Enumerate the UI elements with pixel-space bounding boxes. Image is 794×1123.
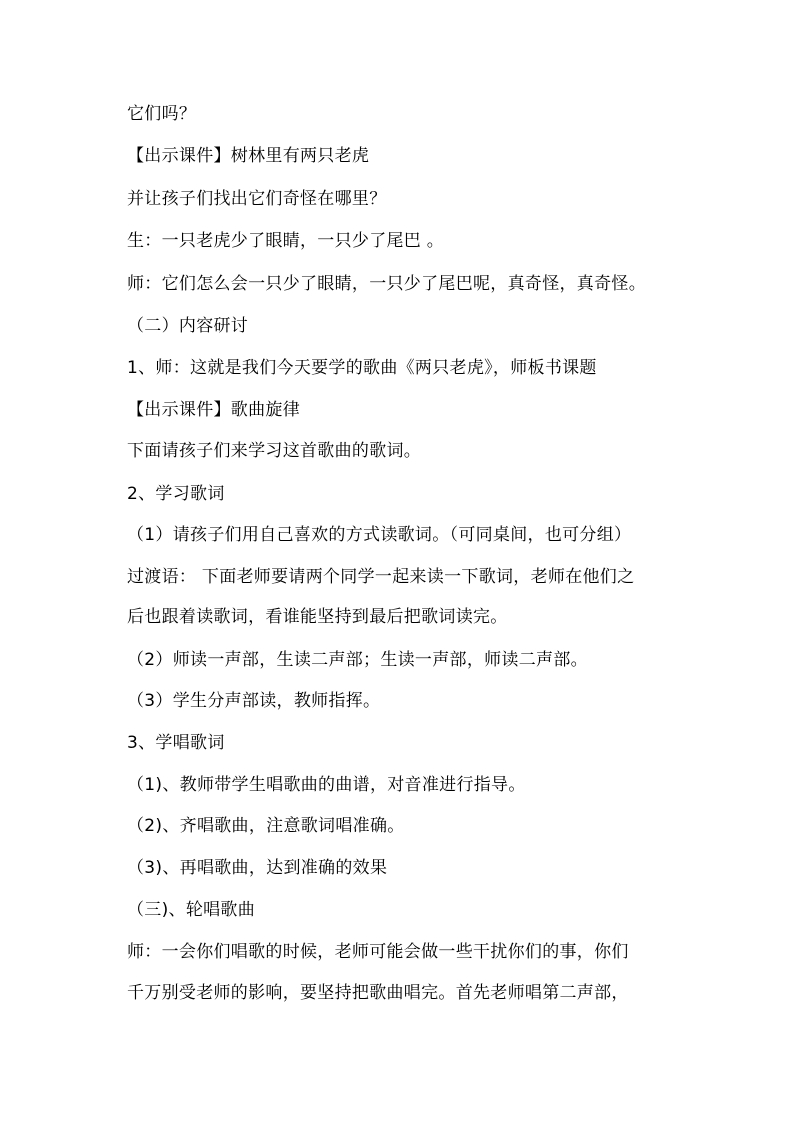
text-line-4: 生：一只老虎少了眼睛，一只少了尾巴 。: [127, 231, 445, 251]
text-line-21: 师：一会你们唱歌的时候，老师可能会做一些干扰你们的事，你们: [127, 942, 629, 962]
text-line-5: 师：它们怎么会一只少了眼睛，一只少了尾巴呢，真奇怪，真奇怪。: [127, 274, 646, 294]
text-line-1: 它们吗？: [127, 104, 197, 124]
text-line-17: （1)、教师带学生唱歌曲的曲谱，对音准进行指导。: [127, 775, 526, 795]
text-line-19: （3)、再唱歌曲，达到准确的效果: [127, 858, 388, 878]
text-line-18: （2)、齐唱歌曲，注意歌词唱准确。: [127, 816, 405, 836]
section-heading-round-singing: （三)、轮唱歌曲: [127, 900, 256, 920]
text-line-13: 后也跟着读歌词，看谁能坚持到最后把歌词读完。: [127, 607, 508, 627]
text-line-8: 【出示课件】歌曲旋律: [127, 400, 300, 420]
text-line-14: （2）师读一声部，生读二声部；生读一声部，师读二声部。: [127, 650, 588, 670]
text-line-3: 并让孩子们找出它们奇怪在哪里？: [127, 189, 387, 209]
text-line-2: 【出示课件】树林里有两只老虎: [127, 146, 370, 166]
text-line-9: 下面请孩子们来学习这首歌曲的歌词。: [127, 441, 422, 461]
text-line-11: （1）请孩子们用自己喜欢的方式读歌词。（可同桌间，也可分组）: [127, 525, 632, 545]
subheading-learn-singing: 3、学唱歌词: [127, 733, 225, 753]
text-line-22: 千万别受老师的影响，要坚持把歌曲唱完。首先老师唱第二声部，: [127, 983, 629, 1003]
subheading-learn-lyrics: 2、学习歌词: [127, 484, 225, 504]
text-line-12: 过渡语： 下面老师要请两个同学一起来读一下歌词，老师在他们之: [127, 567, 635, 587]
section-heading-content: （二）内容研讨: [127, 316, 249, 336]
text-line-7: 1、师：这就是我们今天要学的歌曲《两只老虎》，师板书课题: [127, 358, 597, 378]
text-line-15: （3）学生分声部读，教师指挥。: [127, 691, 381, 711]
